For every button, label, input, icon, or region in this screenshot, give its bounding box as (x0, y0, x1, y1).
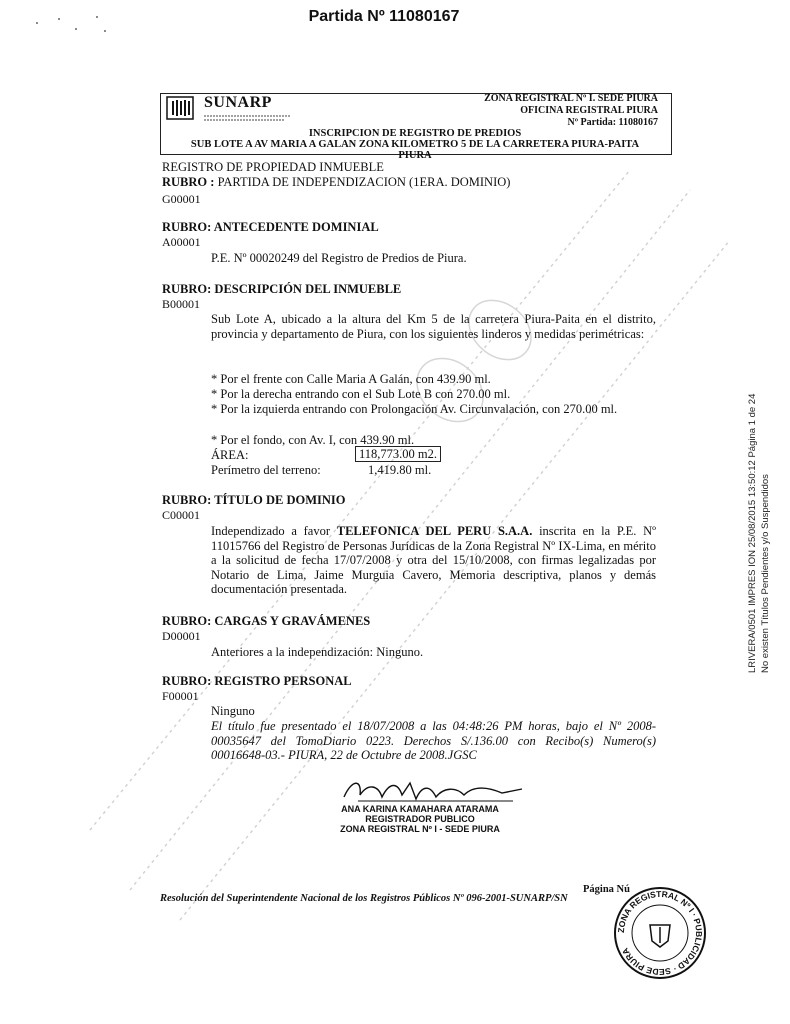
brand-subtitle-scribble (204, 114, 294, 122)
titulo-post: inscrita en la P.E. Nº 11015766 del Registro de Personas Jurídicas de la Zona Registral Nº IX-Lima, en mérito a la solicitud de fecha 17/07/2008 y otra del 15/10/2008, con firmas legalizadas por Notario de Lima, Jaime Murguia Cavero, Memoria descriptiva, planos y demás documentación presentada. (211, 524, 657, 597)
rubro-value: PARTIDA DE INDEPENDIZACION (1ERA. DOMINIO) (214, 175, 511, 189)
registrar-role: REGISTRADOR PUBLICO (365, 814, 475, 824)
personal-text: Ninguno (211, 704, 255, 718)
perimetro-value: 1,419.80 ml. (368, 463, 432, 477)
oficina-line: OFICINA REGISTRAL PIURA (520, 105, 658, 116)
registrar-zona: ZONA REGISTRAL Nº I - SEDE PIURA (340, 824, 500, 834)
inscripcion-block (160, 128, 670, 161)
rubro-label: RUBRO : (162, 175, 215, 189)
lindero-derecha: * Por la derecha entrando con el Sub Lote B con 270.00 ml. (211, 387, 511, 401)
cargas-code: D00001 (162, 629, 201, 643)
registrar-name: ANA KARINA KAMAHARA ATARAMA (341, 804, 499, 814)
area-value-box (355, 447, 441, 462)
scan-speck (75, 28, 77, 30)
area-value: 118,773.00 m2. (355, 446, 441, 462)
lindero-izquierda: * Por la izquierda entrando con Prolongación Av. Circunvalación, con 270.00 ml. (211, 402, 618, 416)
print-info-line1: LRIVERA/0501 IMPRES ION 25/08/2015 13:50:12 Página 1 de 24 (747, 393, 758, 673)
partida-line: Nº Partida: 11080167 (567, 117, 658, 128)
antecedente-title: RUBRO: ANTECEDENTE DOMINIAL (162, 220, 379, 234)
registry-seal (612, 885, 708, 981)
descripcion-code: B00001 (162, 297, 201, 311)
resolucion-footer: Resolución del Superintendente Nacional de los Registros Públicos Nº 096-2001-SUNARP/SN (160, 893, 568, 904)
area-label: ÁREA: (211, 448, 249, 462)
registro-code: G00001 (162, 192, 201, 206)
cargas-title: RUBRO: CARGAS Y GRAVÁMENES (162, 614, 371, 628)
cargas-text: Anteriores a la independización: Ninguno. (211, 645, 424, 659)
personal-code: F00001 (162, 689, 199, 703)
titulo-paragraph (211, 524, 656, 597)
pagina-label: Página Nú (583, 884, 630, 895)
titulo-title: RUBRO: TÍTULO DE DOMINIO (162, 493, 346, 507)
inscripcion-city: PIURA (398, 150, 432, 161)
sunarp-logo-icon (165, 95, 195, 121)
zona-registral-block (450, 93, 658, 129)
lindero-frente: * Por el frente con Calle Maria A Galán, con 439.90 ml. (211, 372, 491, 386)
registro-heading: REGISTRO DE PROPIEDAD INMUEBLE (162, 160, 384, 174)
scan-speck (104, 30, 106, 32)
signature-scribble (338, 775, 528, 805)
presentacion-note: El título fue presentado el 18/07/2008 a las 04:48:26 PM horas, bajo el Nº 2008-00035647 del TomoDiario 0223. Derechos S/.136.00 con Recibo(s) Numero(s) 00016648-03.- PIURA, 22 de Octubre de 2008.JGSC (211, 719, 656, 763)
print-info-line2: No existen Títulos Pendientes y/o Suspendidos (760, 474, 771, 673)
signature-block (300, 804, 540, 834)
document-title: Partida Nº 11080167 (308, 8, 460, 25)
antecedente-code: A00001 (162, 235, 201, 249)
titulo-code: C00001 (162, 508, 201, 522)
zona-line: ZONA REGISTRAL Nº I. SEDE PIURA (484, 93, 658, 104)
descripcion-paragraph: Sub Lote A, ubicado a la altura del Km 5 de la carretera Piura-Paita en el distrito, provincia y departamento de Piura, con los siguientes linderos y medidas perimétricas: (211, 312, 656, 341)
perimetro-label: Perímetro del terreno: (211, 463, 321, 477)
antecedente-text: P.E. Nº 00020249 del Registro de Predios de Piura. (211, 251, 467, 265)
inscripcion-title: INSCRIPCION DE REGISTRO DE PREDIOS (308, 128, 522, 139)
brand-name: SUNARP (204, 94, 272, 111)
personal-title: RUBRO: REGISTRO PERSONAL (162, 674, 352, 688)
inscripcion-address: SUB LOTE A AV MARIA A GALAN ZONA KILOMETRO 5 DE LA CARRETERA PIURA-PAITA (190, 139, 640, 150)
registro-rubro (162, 175, 510, 190)
print-info-vertical (744, 345, 772, 675)
titulo-company: TELEFONICA DEL PERU S.A.A. (336, 524, 533, 538)
titulo-pre: Independizado a favor (211, 524, 337, 538)
descripcion-title: RUBRO: DESCRIPCIÓN DEL INMUEBLE (162, 282, 402, 296)
print-info-side (744, 345, 772, 675)
seal-ring-text: ZONA REGISTRAL Nº I · PUBLICIDAD · SEDE PIURA (615, 888, 705, 978)
lindero-fondo: * Por el fondo, con Av. I, con 439.90 ml. (211, 433, 415, 447)
